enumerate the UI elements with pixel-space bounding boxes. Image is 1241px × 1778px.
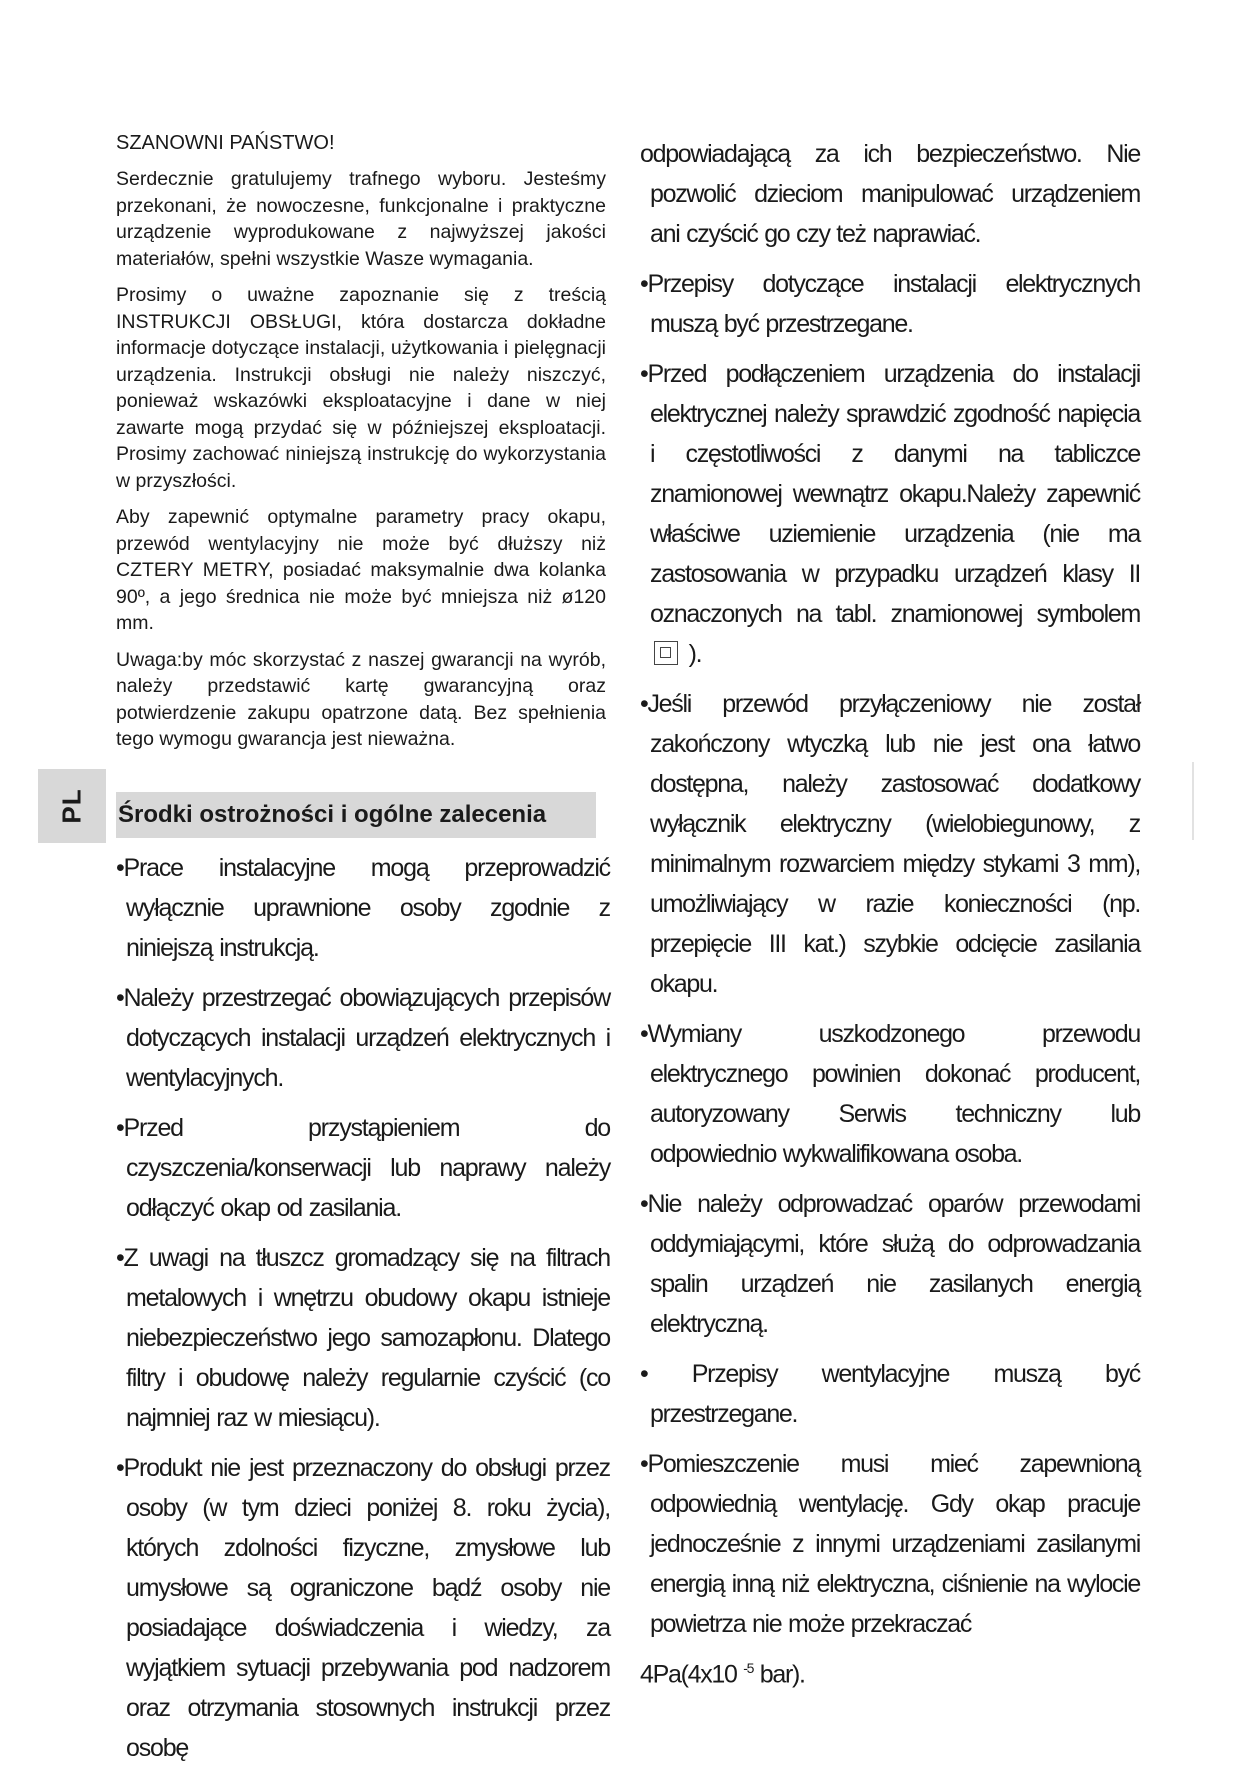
greeting: SZANOWNI PAŃSTWO! (116, 132, 335, 154)
safety-item: •Pomieszczenie musi mieć zapewnioną odpowiednią wentylację. Gdy okap pracuje jednocześnie z innymi urządzeniami zasilanymi energią inną niż elektryczna, ciśnienie na wylocie powietrza nie może przekraczać (640, 1450, 1140, 1638)
intro-paragraph: Uwaga:by móc skorzystać z naszej gwarancji na wyrób, należy przedstawić kartę gwarancyjną oraz potwierdzenie zakupu opatrzone datą. Bez spełnienia tego wymogu gwarancja jest nieważna. (116, 648, 606, 750)
pressure-limit (640, 1648, 1140, 1694)
page-edge-mark (1192, 762, 1194, 840)
section-heading-box (116, 792, 596, 838)
grounding-text-end: ). (688, 640, 702, 668)
safety-item: •Z uwagi na tłuszcz gromadzący się na filtrach metalowych i wnętrzu obudowy okapu istnieje niebezpieczeństwo jego samozapłonu. Dlatego filtry i obudowę należy regularnie czyścić (co najmniej raz w miesiącu). (116, 1244, 610, 1432)
intro-section (116, 132, 606, 763)
safety-list-right (640, 134, 1140, 1704)
double-square-class-ii-icon (654, 641, 678, 665)
safety-item: •Przepisy dotyczące instalacji elektrycznych muszą być przestrzegane. (640, 270, 1140, 338)
language-tab-label: PL (56, 788, 87, 824)
pressure-value: 4Pa(4x10 (640, 1660, 737, 1689)
safety-item: •Prace instalacyjne mogą przeprowadzić wyłącznie uprawnione osoby zgodnie z niniejszą instrukcją. (116, 854, 610, 962)
intro-paragraph: Serdecznie gratulujemy trafnego wyboru. Jesteśmy przekonani, że nowoczesne, funkcjonalne i praktyczne urządzenie wyprodukowane z najwyższej jakości materiałów, spełni wszystkie Wasze wymagania. (116, 168, 606, 270)
grounding-text: •Przed podłączeniem urządzenia do instalacji elektrycznej należy sprawdzić zgodność napięcia i częstotliwości z danymi na tabliczce znamionowej wewnątrz okapu.Należy zapewnić właściwe uziemienie urządzenia (nie ma zastosowania w przypadku urządzeń klasy II oznaczonych na tabl. znamionowej symbolem (640, 360, 1140, 628)
safety-item: •Wymiany uszkodzonego przewodu elektrycznego powinien dokonać producent, autoryzowany Serwis techniczny lub odpowiednio wykwalifikowana osoba. (640, 1020, 1140, 1168)
pressure-exponent: -5 (743, 1660, 754, 1676)
safety-item: •Przed przystąpieniem do czyszczenia/konserwacji lub naprawy należy odłączyć okap od zasilania. (116, 1114, 610, 1222)
safety-item-continuation: odpowiadającą za ich bezpieczeństwo. Nie pozwolić dzieciom manipulować urządzeniem ani czyścić go czy też naprawiać. (640, 140, 1140, 248)
safety-item: • Przepisy wentylacyjne muszą być przestrzegane. (640, 1360, 1140, 1428)
section-heading: Środki ostrożności i ogólne zalecenia (118, 801, 547, 828)
safety-item: •Nie należy odprowadzać oparów przewodami oddymiającymi, które służą do odprowadzania spalin urządzeń nie zasilanych energią elektryczną. (640, 1190, 1140, 1338)
intro-paragraph: Aby zapewnić optymalne parametry pracy okapu, przewód wentylacyjny nie może być dłuższy niż CZTERY METRY, posiadać maksymalnie dwa kolanka 90º, a jego średnica nie może być mniejsza niż ø120 mm. (116, 506, 606, 634)
pressure-unit: bar). (753, 1660, 805, 1689)
safety-list-left (116, 848, 610, 1778)
intro-paragraph: Prosimy o uważne zapoznanie się z treścią INSTRUKCJI OBSŁUGI, która dostarcza dokładne informacje dotyczące instalacji, użytkowania i pielęgnacji urządzenia. Instrukcji obsługi nie należy niszczyć, ponieważ wskazówki eksploatacyjne i dane w niej zawarte mogą przydać się w późniejszej eksploatacji. Prosimy zachować niniejszą instrukcję do wykorzystania w przyszłości. (116, 284, 606, 492)
safety-item: •Produkt nie jest przeznaczony do obsługi przez osoby (w tym dzieci poniżej 8. roku życia), których zdolności fizyczne, zmysłowe lub umysłowe są ograniczone bądź osoby nie posiadające doświadczenia i wiedzy, za wyjątkiem sytuacji przebywania pod nadzorem oraz otrzymania stosownych instrukcji przez osobę (116, 1454, 610, 1762)
safety-item-grounding (640, 354, 1140, 674)
safety-item: •Jeśli przewód przyłączeniowy nie został zakończony wtyczką lub nie jest ona łatwo dostępna, należy zastosować dodatkowy wyłącznik elektryczny (wielobiegunowy, z minimalnym rozwarciem między stykami 3 mm), umożliwiający w razie konieczności (np. przepięcie III kat.) szybkie odcięcie zasilania okapu. (640, 690, 1140, 998)
safety-item: •Należy przestrzegać obowiązujących przepisów dotyczących instalacji urządzeń elektrycznych i wentylacyjnych. (116, 984, 610, 1092)
